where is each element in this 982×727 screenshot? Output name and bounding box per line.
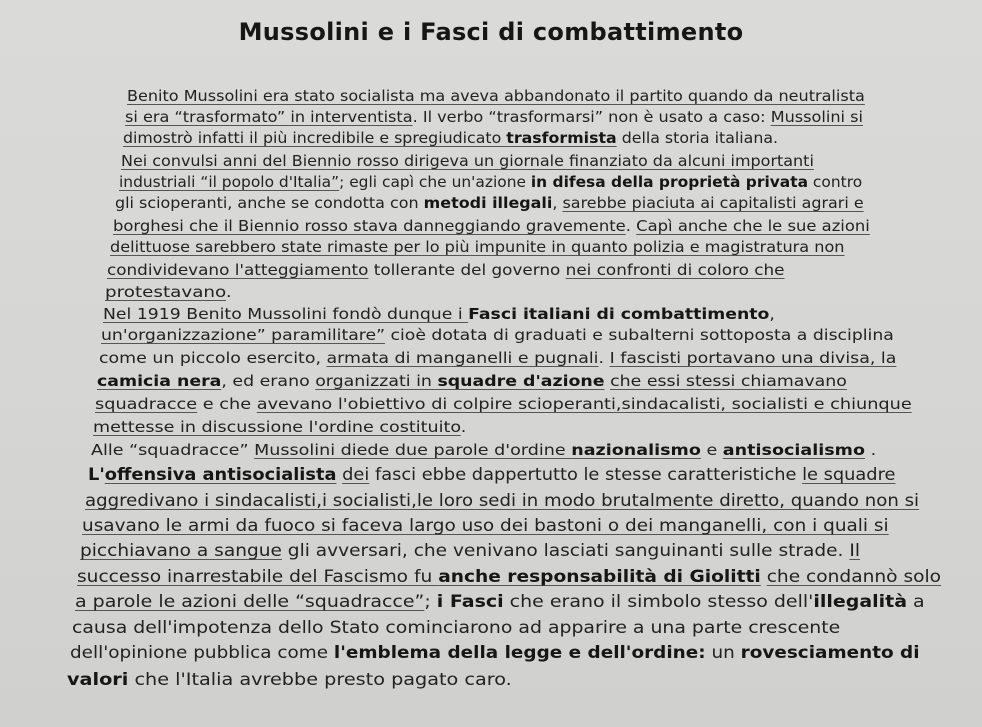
text-segment: , xyxy=(769,305,775,323)
text-segment: tollerante del governo xyxy=(368,261,566,279)
text-line xyxy=(127,86,865,107)
text-line xyxy=(75,591,925,614)
text-line xyxy=(88,464,895,487)
bold-text: metodi illegali xyxy=(423,194,553,212)
text-segment: dell'opinione pubblica come xyxy=(70,643,334,662)
text-segment: . xyxy=(225,283,232,301)
text-segment: , xyxy=(552,194,563,212)
bold-text: anche responsabilità di Giolitti xyxy=(438,567,761,586)
text-segment: che condannò solo xyxy=(766,567,942,586)
text-segment: contro xyxy=(808,173,863,191)
bold-text: Fasci italiani di combattimento xyxy=(468,305,770,323)
bold-text: L' xyxy=(88,465,105,484)
bold-text: i Fasci xyxy=(436,592,504,611)
text-line xyxy=(115,193,864,214)
text-segment: Capì anche che le sue azioni xyxy=(636,217,870,235)
bold-text: valori xyxy=(67,670,129,689)
text-line xyxy=(77,566,941,589)
text-segment: e che xyxy=(197,395,257,413)
text-segment: . Il verbo “trasformarsi” non è usato a caso: xyxy=(412,108,771,126)
text-line xyxy=(107,260,784,281)
text-segment: . xyxy=(460,418,467,436)
text-segment: che l'Italia avrebbe presto pagato caro. xyxy=(128,670,512,689)
bold-text: trasformista xyxy=(506,129,617,147)
text-line xyxy=(82,515,889,538)
text-line xyxy=(97,371,847,393)
text-segment: a parole le azioni delle “squadracce” xyxy=(75,592,425,611)
text-segment: come un piccolo esercito, xyxy=(99,349,327,367)
text-segment: squadracce xyxy=(95,395,198,413)
bold-text: illegalità xyxy=(813,592,908,611)
text-segment: della storia italiana. xyxy=(616,129,779,147)
bold-text: antisocialismo xyxy=(722,441,865,459)
text-segment: che erano il simbolo stesso dell' xyxy=(503,592,814,611)
text-line xyxy=(80,540,860,563)
text-segment: Benito Mussolini era stato socialista ma aveva abbandonato il partito quando da neutralista xyxy=(127,87,865,105)
text-segment: causa dell'impotenza dello Stato cominciarono ad apparire a una parte crescente xyxy=(72,618,841,637)
text-line xyxy=(125,107,863,128)
text-segment: e xyxy=(700,441,723,459)
text-segment: Nei convulsi anni del Biennio rosso dirigeva un giornale finanziato da alcuni importanti xyxy=(121,152,814,170)
text-line xyxy=(67,669,512,692)
text-segment: I fascisti portavano una divisa, la xyxy=(609,349,897,367)
text-segment: si era “trasformato” in interventista xyxy=(125,108,413,126)
text-line xyxy=(119,172,862,193)
text-segment: che essi stessi chiamavano xyxy=(610,372,847,390)
text-segment: protestavano xyxy=(105,283,226,301)
text-segment: cioè dotata di graduati e subalterni sottoposta a disciplina xyxy=(385,326,894,344)
text-segment: aggredivano i sindacalisti,i socialisti,le loro sedi in modo brutalmente diretto, quando non si xyxy=(85,491,920,510)
text-segment: ; xyxy=(424,592,437,611)
text-segment: armata di manganelli e pugnali xyxy=(326,349,599,367)
text-segment: avevano l'obiettivo di colpire scioperanti,sindacalisti, socialisti e chiunque xyxy=(256,395,912,413)
bold-text: camicia nera xyxy=(97,372,222,390)
text-segment: dimostrò infatti il più incredibile e spregiudicato xyxy=(123,129,507,147)
text-segment: picchiavano a sangue xyxy=(80,541,282,560)
bold-text: rovesciamento di xyxy=(740,643,920,662)
text-segment: industriali “il popolo d'Italia” xyxy=(119,173,340,191)
text-line xyxy=(113,216,870,237)
text-segment: Mussolini diede due parole d'ordine xyxy=(254,441,572,459)
bold-text: squadre d'azione xyxy=(437,372,605,390)
text-line xyxy=(93,417,466,439)
text-segment: fasci ebbe dappertutto le stesse caratteristiche xyxy=(369,465,803,484)
text-line xyxy=(123,128,778,149)
text-line xyxy=(110,237,845,258)
text-segment: un'organizzazione” paramilitare” xyxy=(101,326,386,344)
text-segment: gli scioperanti, anche se condotta con xyxy=(115,194,424,212)
text-line xyxy=(70,642,920,665)
bold-text: l'emblema della legge e dell'ordine: xyxy=(333,643,706,662)
text-line xyxy=(72,617,840,640)
page-title: Mussolini e i Fasci di combattimento xyxy=(238,18,744,46)
text-segment: a xyxy=(907,592,925,611)
text-segment: condividevano l'atteggiamento xyxy=(107,261,369,279)
text-segment: sarebbe piaciuta ai capitalisti agrari e xyxy=(562,194,864,212)
text-segment: mettesse in discussione l'ordine costituito xyxy=(93,418,461,436)
text-segment: le squadre xyxy=(802,465,896,484)
text-segment: un xyxy=(705,643,741,662)
bold-text: in difesa della proprietà privata xyxy=(530,173,809,191)
text-segment: . xyxy=(864,441,877,459)
text-line xyxy=(103,304,775,325)
text-line xyxy=(95,394,912,416)
text-segment: dei xyxy=(342,465,370,484)
text-segment: borghesi che il Biennio rosso stava danneggiando gravemente xyxy=(113,217,626,235)
text-segment: delittuose sarebbero state rimaste per lo più impunite in quanto polizia e magistratura non xyxy=(110,238,845,256)
text-segment: ; egli capì che un'azione xyxy=(339,173,531,191)
text-line xyxy=(105,282,232,303)
text-line xyxy=(91,440,876,462)
text-segment: nei confronti di coloro che xyxy=(565,261,785,279)
text-line xyxy=(121,151,814,172)
text-segment: gli avversari, che venivano lasciati sanguinanti sulle strade. xyxy=(281,541,850,560)
text-segment: . xyxy=(625,217,637,235)
text-segment: , ed erano xyxy=(221,372,316,390)
text-segment: organizzati in xyxy=(315,372,438,390)
text-segment: Il xyxy=(849,541,860,560)
text-line xyxy=(99,348,896,370)
text-line xyxy=(101,325,894,347)
text-segment: Mussolini si xyxy=(770,108,863,126)
text-segment: successo inarrestabile del Fascismo fu xyxy=(77,567,439,586)
text-segment: Alle “squadracce” xyxy=(91,441,255,459)
text-segment: . xyxy=(598,349,610,367)
text-segment: Nel 1919 Benito Mussolini fondò dunque i xyxy=(103,305,469,323)
text-segment: usavano le armi da fuoco si faceva largo uso dei bastoni o dei manganelli, con i quali si xyxy=(82,516,889,535)
bold-text: nazionalismo xyxy=(571,441,701,459)
bold-text: offensiva antisocialista xyxy=(104,465,337,484)
text-line xyxy=(85,490,919,513)
